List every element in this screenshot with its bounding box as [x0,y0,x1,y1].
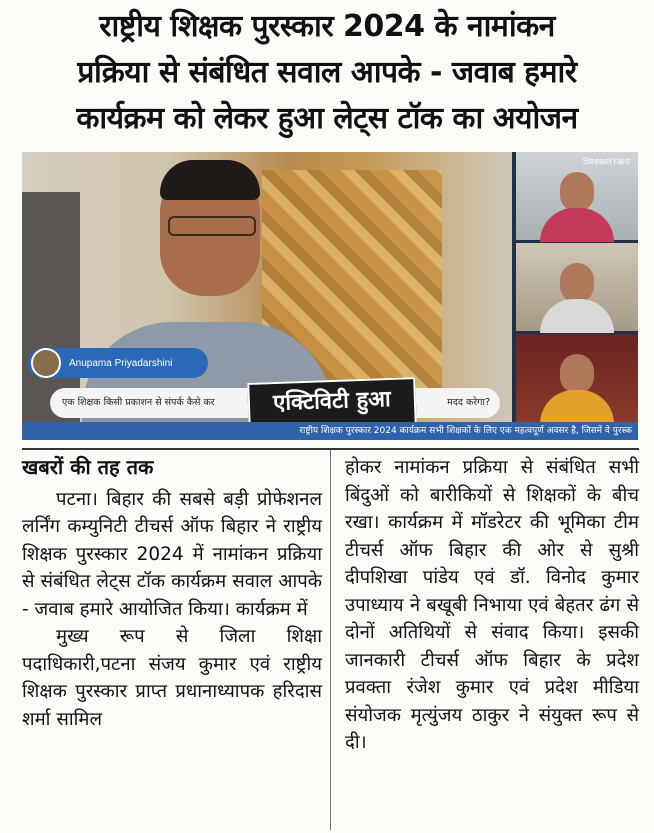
question-text: एक शिक्षक किसी प्रकाशन से संपर्क कैसे कर [62,397,215,408]
article-column-1 [22,454,322,733]
participant-body [540,208,614,242]
participant-head [560,172,594,212]
avatar [31,348,61,378]
main-video-frame [22,152,512,422]
name-tag-label: Anupama Priyadarshini [69,357,173,369]
headline-line-3: कार्यक्रम को लेकर हुआ लेट्स टॉक का अयोजन [76,101,578,136]
speaker-hair [160,160,260,200]
participant-body [540,299,614,333]
question-text-end: मदद करेगा? [447,397,490,408]
headline-line-1: राष्ट्रीय शिक्षक पुरस्कार 2024 के नामांकन [99,9,555,44]
participant-body [540,390,614,424]
participant-head [560,263,594,303]
column-divider [330,450,331,830]
participant-head [560,354,594,394]
paragraph: पटना। बिहार की सबसे बड़ी प्रोफेशनल लर्निंग कम्युनिटी टीचर्स ऑफ बिहार ने राष्ट्रीय शिक्षक पुरस्कार 2024 में नामांकन प्रक्रिया से संबंधित लेट्स टॉक कार्यक्रम सवाल आपके - जवाब हमारे आयोजित किया। कार्यक्रम में [22,488,322,620]
streamyard-logo: StreamYard [582,156,630,166]
news-ticker: राष्ट्रीय शिक्षक पुरस्कार 2024 कार्यक्रम सभी शिक्षकों के लिए एक महत्वपूर्ण अवसर है, जिसमें वे पुरस्क [22,422,638,440]
news-photo [22,152,638,440]
paragraph: होकर नामांकन प्रक्रिया से संबंधित सभी बिंदुओं को बारीकियों से शिक्षकों के बीच रखा। कार्यक्रम में मॉडरेटर की भूमिका टीम टीचर्स ऑफ बिहार की ओर से सुश्री दीपशिखा पांडेय एवं डॉ. विनोद कुमार उपाध्याय ने बखूबी निभाया एवं बेहतर ढंग से दोनों अतिथियों से संवाद किया। इसकी जानकारी टीचर्स ऑफ बिहार के प्रदेश प्रवक्ता रंजेश कुमार एवं प्रदेश मीडिया संयोजक मृत्युंजय ठाकुर ने संयुक्त रूप से दी। [345,457,639,753]
name-tag [28,348,208,378]
kicker: खबरों की तह तक [22,455,154,479]
headline-line-2: प्रक्रिया से संबंधित सवाल आपके - जवाब हमारे [77,55,577,90]
participant-thumb-2 [516,243,638,331]
speaker-glasses [168,216,256,236]
headline [6,4,648,142]
article-column-2 [345,454,639,757]
participant-thumb-1 [516,152,638,240]
participant-thumb-3 [516,334,638,422]
activity-overlay: एक्टिविटी हुआ [247,377,417,431]
paragraph: मुख्य रूप से जिला शिक्षा पदाधिकारी,पटना संजय कुमार एवं राष्ट्रीय शिक्षक पुरस्कार प्राप्त प्रधानाध्यापक हरिदास शर्मा सामिल [22,626,322,730]
